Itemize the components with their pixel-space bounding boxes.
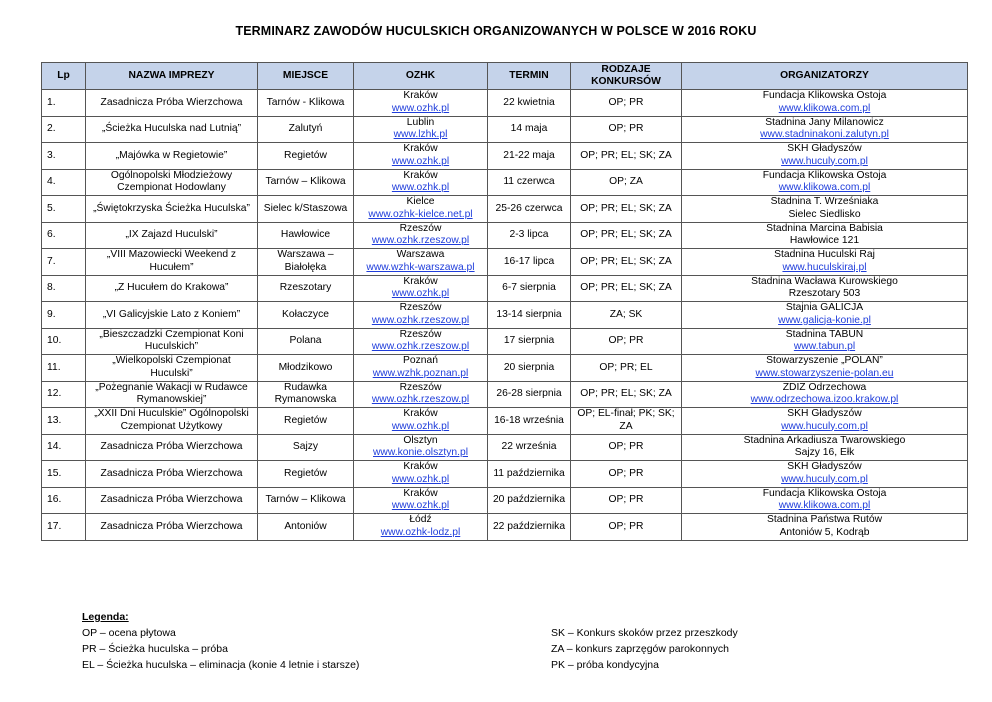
cell-rodzaje bbox=[571, 275, 682, 302]
ozhk-link[interactable]: www.ozhk.pl bbox=[391, 420, 450, 432]
cell-miejsce bbox=[258, 328, 354, 355]
cell-organizatorzy bbox=[682, 514, 968, 541]
cell-miejsce bbox=[258, 434, 354, 461]
ozhk-link[interactable]: www.ozhk.pl bbox=[391, 155, 450, 167]
cell-organizatorzy bbox=[682, 381, 968, 408]
legend-item: OP – ocena płytowa bbox=[82, 627, 176, 639]
ozhk-city: Lublin bbox=[406, 116, 435, 128]
ozhk-link[interactable]: www.ozhk-kielce.net.pl bbox=[368, 208, 473, 220]
cell-nazwa bbox=[86, 434, 258, 461]
table-row bbox=[42, 302, 968, 329]
place-line: Sajzy bbox=[292, 441, 319, 452]
cell-ozhk bbox=[354, 408, 488, 435]
cell-organizatorzy bbox=[682, 196, 968, 223]
place-line: Regietów bbox=[284, 149, 327, 161]
competition-types-line: ZA; SK bbox=[609, 308, 643, 320]
cell-lp: 14. bbox=[42, 434, 86, 461]
cell-rodzaje bbox=[571, 487, 682, 514]
event-name-line: „Pożegnanie Wakacji w Rudawce bbox=[95, 381, 248, 393]
ozhk-city: Poznań bbox=[403, 355, 438, 367]
cell-miejsce bbox=[258, 381, 354, 408]
ozhk-link[interactable]: www.ozhk.rzeszow.pl bbox=[371, 341, 470, 353]
cell-ozhk bbox=[354, 196, 488, 223]
cell-lp: 6. bbox=[42, 222, 86, 249]
cell-miejsce bbox=[258, 355, 354, 382]
event-name-line: „VI Galicyjskie Lato z Koniem” bbox=[102, 308, 241, 320]
competition-types-line: OP; PR bbox=[608, 467, 644, 479]
cell-termin: 11 czerwca bbox=[488, 169, 571, 196]
place-line: Rymanowska bbox=[274, 394, 337, 406]
cell-termin: 11 października bbox=[488, 461, 571, 488]
cell-nazwa bbox=[86, 408, 258, 435]
organizer-link[interactable]: www.stowarzyszenie-polan.eu bbox=[755, 367, 894, 379]
place-line: Regietów bbox=[284, 467, 327, 479]
cell-miejsce bbox=[258, 196, 354, 223]
competition-types-line: OP; PR; EL; SK; ZA bbox=[580, 255, 672, 267]
cell-nazwa bbox=[86, 90, 258, 117]
cell-termin: 22 września bbox=[488, 434, 571, 461]
cell-termin: 13-14 sierpnia bbox=[488, 302, 571, 329]
ozhk-link[interactable]: www.ozhk.pl bbox=[391, 182, 450, 194]
page-title: TERMINARZ ZAWODÓW HUCULSKICH ORGANIZOWANYCH W POLSCE W 2016 ROKU bbox=[235, 24, 757, 38]
organizer-name: SKH Gładyszów bbox=[787, 143, 862, 155]
cell-nazwa bbox=[86, 222, 258, 249]
cell-termin: 22 kwietnia bbox=[488, 90, 571, 117]
header-ozhk: OZHK bbox=[354, 63, 488, 90]
competition-types-line: OP; PR bbox=[608, 441, 644, 452]
cell-organizatorzy bbox=[682, 408, 968, 435]
legend-item: PK – próba kondycyjna bbox=[551, 659, 659, 671]
place-line: Regietów bbox=[284, 414, 327, 426]
cell-organizatorzy bbox=[682, 487, 968, 514]
organizer-name: Stadnina Państwa Rutów bbox=[766, 514, 883, 526]
cell-nazwa bbox=[86, 275, 258, 302]
cell-ozhk bbox=[354, 90, 488, 117]
event-name-line: Zasadnicza Próba Wierzchowa bbox=[100, 520, 243, 532]
event-name-line: Czempionat Hodowlany bbox=[117, 182, 226, 194]
ozhk-city: Kraków bbox=[403, 143, 438, 155]
cell-nazwa bbox=[86, 116, 258, 143]
legend-heading: Legenda: bbox=[82, 611, 129, 623]
organizer-link[interactable]: www.klikowa.com.pl bbox=[778, 102, 871, 114]
ozhk-city: Kraków bbox=[403, 487, 438, 499]
organizer-link[interactable]: www.huculy.com.pl bbox=[781, 473, 868, 485]
cell-miejsce bbox=[258, 116, 354, 143]
competition-types-line: OP; PR; EL; SK; ZA bbox=[580, 388, 672, 399]
cell-rodzaje bbox=[571, 222, 682, 249]
cell-lp: 3. bbox=[42, 143, 86, 170]
cell-ozhk bbox=[354, 116, 488, 143]
cell-lp: 9. bbox=[42, 302, 86, 329]
organizer-name: Stadnina Jany Milanowicz bbox=[765, 116, 884, 128]
cell-organizatorzy bbox=[682, 169, 968, 196]
cell-termin: 17 sierpnia bbox=[488, 328, 571, 355]
ozhk-city: Kraków bbox=[403, 90, 438, 102]
organizer-name: Stowarzyszenie „POLAN” bbox=[766, 355, 883, 367]
competition-types-line: ZA bbox=[619, 420, 633, 432]
cell-lp: 4. bbox=[42, 169, 86, 196]
place-line: Tarnów – Klikowa bbox=[265, 176, 346, 187]
header-nazwa: NAZWA IMPREZY bbox=[86, 63, 258, 90]
event-name-line: „Majówka w Regietowie” bbox=[115, 149, 228, 161]
organizer-address: Antoniów 5, Kodrąb bbox=[779, 526, 870, 538]
cell-lp: 7. bbox=[42, 249, 86, 276]
legend-item: SK – Konkurs skoków przez przeszkody bbox=[551, 627, 738, 639]
organizer-link[interactable]: www.tabun.pl bbox=[793, 341, 856, 353]
cell-miejsce bbox=[258, 408, 354, 435]
cell-lp: 17. bbox=[42, 514, 86, 541]
cell-lp: 10. bbox=[42, 328, 86, 355]
organizer-address: Sielec Siedlisko bbox=[788, 208, 861, 220]
place-line: Antoniów bbox=[284, 520, 327, 532]
ozhk-city: Kraków bbox=[403, 275, 438, 287]
event-name-line: Huculski” bbox=[150, 367, 193, 379]
table-row bbox=[42, 381, 968, 408]
table-row bbox=[42, 222, 968, 249]
ozhk-link[interactable]: www.wzhk-warszawa.pl bbox=[366, 261, 475, 273]
ozhk-link[interactable]: www.lzhk.pl bbox=[393, 129, 448, 141]
cell-termin: 6-7 sierpnia bbox=[488, 275, 571, 302]
cell-miejsce bbox=[258, 143, 354, 170]
organizer-name: Stadnina Marcina Babisia bbox=[766, 222, 883, 234]
table-row bbox=[42, 461, 968, 488]
cell-ozhk bbox=[354, 249, 488, 276]
organizer-name: Fundacja Klikowska Ostoja bbox=[762, 169, 887, 181]
cell-miejsce bbox=[258, 222, 354, 249]
cell-organizatorzy bbox=[682, 355, 968, 382]
place-line: Tarnów – Klikowa bbox=[265, 494, 346, 505]
event-name-line: „Ścieżka Huculska nad Lutnią” bbox=[101, 123, 242, 134]
cell-nazwa bbox=[86, 249, 258, 276]
cell-lp: 5. bbox=[42, 196, 86, 223]
competition-types-line: OP; PR; EL; SK; ZA bbox=[580, 202, 672, 214]
event-name-line: Hucułem” bbox=[149, 261, 194, 273]
organizer-link[interactable]: www.huculskiraj.pl bbox=[782, 261, 867, 273]
cell-organizatorzy bbox=[682, 275, 968, 302]
cell-nazwa bbox=[86, 328, 258, 355]
organizer-link[interactable]: www.odrzechowa.izoo.krakow.pl bbox=[750, 394, 899, 406]
organizer-name: Stadnina Wacława Kurowskiego bbox=[751, 275, 898, 287]
cell-rodzaje bbox=[571, 249, 682, 276]
place-line: Kołaczyce bbox=[282, 308, 329, 320]
cell-organizatorzy bbox=[682, 90, 968, 117]
cell-nazwa bbox=[86, 487, 258, 514]
organizer-name: Stadnina T. Wrześniaka bbox=[770, 196, 879, 208]
cell-organizatorzy bbox=[682, 222, 968, 249]
organizer-link[interactable]: www.klikowa.com.pl bbox=[778, 182, 871, 194]
legend-item: PR – Ścieżka huculska – próba bbox=[82, 643, 228, 655]
ozhk-city: Warszawa bbox=[396, 249, 445, 261]
cell-nazwa bbox=[86, 355, 258, 382]
event-name-line: Zasadnicza Próba Wierzchowa bbox=[100, 494, 243, 505]
header-miejsce: MIEJSCE bbox=[258, 63, 354, 90]
ozhk-city: Kielce bbox=[406, 196, 435, 208]
header-rodzaje: RODZAJE KONKURSÓW bbox=[571, 63, 682, 90]
cell-organizatorzy bbox=[682, 249, 968, 276]
event-name-line: „VIII Mazowiecki Weekend z bbox=[106, 249, 237, 261]
organizer-name: Fundacja Klikowska Ostoja bbox=[762, 487, 887, 499]
cell-organizatorzy bbox=[682, 143, 968, 170]
header-termin: TERMIN bbox=[488, 63, 571, 90]
ozhk-city: Rzeszów bbox=[399, 381, 442, 393]
place-line: Hawłowice bbox=[280, 229, 331, 240]
cell-rodzaje bbox=[571, 461, 682, 488]
cell-lp: 16. bbox=[42, 487, 86, 514]
ozhk-link[interactable]: www.ozhk.pl bbox=[391, 473, 450, 485]
ozhk-link[interactable]: www.ozhk.rzeszow.pl bbox=[371, 394, 470, 406]
organizer-name: Stadnina Huculski Raj bbox=[774, 249, 875, 261]
competition-types-line: OP; PR bbox=[608, 123, 644, 134]
ozhk-city: Rzeszów bbox=[399, 328, 442, 340]
competition-types-line: OP; PR; EL; SK; ZA bbox=[580, 282, 672, 293]
organizer-link[interactable]: www.stadninakoni.zalutyn.pl bbox=[760, 129, 889, 141]
ozhk-link[interactable]: www.konie.olsztyn.pl bbox=[373, 447, 468, 459]
cell-organizatorzy bbox=[682, 461, 968, 488]
cell-miejsce bbox=[258, 487, 354, 514]
cell-miejsce bbox=[258, 169, 354, 196]
cell-lp: 8. bbox=[42, 275, 86, 302]
ozhk-city: Kraków bbox=[403, 169, 438, 181]
legend-right bbox=[551, 625, 738, 673]
legend-item: EL – Ścieżka huculska – eliminacja (konie 4 letnie i starsze) bbox=[82, 659, 360, 671]
event-name-line: Zasadnicza Próba Wierzchowa bbox=[100, 441, 243, 452]
table-row bbox=[42, 169, 968, 196]
competition-types-line: OP; PR bbox=[608, 96, 644, 108]
table-row bbox=[42, 249, 968, 276]
table-row bbox=[42, 328, 968, 355]
cell-ozhk bbox=[354, 169, 488, 196]
cell-organizatorzy bbox=[682, 434, 968, 461]
cell-rodzaje bbox=[571, 408, 682, 435]
cell-miejsce bbox=[258, 302, 354, 329]
event-name-line: „IX Zajazd Huculski” bbox=[125, 229, 218, 240]
cell-ozhk bbox=[354, 275, 488, 302]
event-name-line: Zasadnicza Próba Wierzchowa bbox=[100, 467, 243, 479]
event-name-line: Huculskich” bbox=[144, 341, 199, 353]
ozhk-link[interactable]: www.ozhk.rzeszow.pl bbox=[371, 314, 470, 326]
competition-types-line: OP; PR bbox=[608, 520, 644, 532]
place-line: Rudawka bbox=[284, 381, 327, 393]
cell-ozhk bbox=[354, 302, 488, 329]
table-row bbox=[42, 90, 968, 117]
header-lp: Lp bbox=[42, 63, 86, 90]
organizer-name: SKH Gładyszów bbox=[787, 408, 862, 420]
event-name-line: „XXII Dni Huculskie” Ogólnopolski bbox=[94, 408, 249, 420]
cell-rodzaje bbox=[571, 381, 682, 408]
event-name-line: „Wielkopolski Czempionat bbox=[112, 355, 231, 367]
organizer-address: Hawłowice 121 bbox=[789, 235, 860, 247]
cell-lp: 11. bbox=[42, 355, 86, 382]
table-row bbox=[42, 275, 968, 302]
cell-termin: 20 października bbox=[488, 487, 571, 514]
cell-rodzaje bbox=[571, 90, 682, 117]
cell-organizatorzy bbox=[682, 116, 968, 143]
schedule-table bbox=[41, 62, 968, 541]
organizer-name: ZDIZ Odrzechowa bbox=[782, 381, 867, 393]
table-row bbox=[42, 116, 968, 143]
ozhk-city: Łódź bbox=[409, 514, 432, 526]
cell-rodzaje bbox=[571, 302, 682, 329]
competition-types-line: OP; PR bbox=[608, 335, 644, 346]
cell-rodzaje bbox=[571, 355, 682, 382]
cell-miejsce bbox=[258, 461, 354, 488]
cell-miejsce bbox=[258, 249, 354, 276]
cell-nazwa bbox=[86, 196, 258, 223]
place-line: Sielec k/Staszowa bbox=[263, 202, 348, 214]
table-row bbox=[42, 196, 968, 223]
cell-rodzaje bbox=[571, 169, 682, 196]
cell-ozhk bbox=[354, 514, 488, 541]
competition-types-line: OP; PR; EL; SK; ZA bbox=[580, 149, 672, 161]
place-line: Zalutyń bbox=[288, 123, 323, 134]
cell-rodzaje bbox=[571, 196, 682, 223]
cell-nazwa bbox=[86, 514, 258, 541]
place-line: Polana bbox=[289, 335, 322, 346]
place-line: Warszawa – bbox=[277, 249, 334, 261]
cell-termin: 2-3 lipca bbox=[488, 222, 571, 249]
event-name-line: „Świętokrzyska Ścieżka Huculska” bbox=[93, 202, 250, 214]
cell-lp: 13. bbox=[42, 408, 86, 435]
event-name-line: „Bieszczadzki Czempionat Koni bbox=[99, 328, 244, 340]
cell-rodzaje bbox=[571, 434, 682, 461]
cell-rodzaje bbox=[571, 328, 682, 355]
organizer-name: Fundacja Klikowska Ostoja bbox=[762, 90, 887, 102]
ozhk-city: Kraków bbox=[403, 461, 438, 473]
place-line: Rzeszotary bbox=[279, 282, 332, 293]
cell-termin: 16-18 września bbox=[488, 408, 571, 435]
cell-ozhk bbox=[354, 461, 488, 488]
cell-termin: 20 sierpnia bbox=[488, 355, 571, 382]
legend-left bbox=[82, 609, 359, 673]
table-row bbox=[42, 434, 968, 461]
ozhk-link[interactable]: www.ozhk.pl bbox=[391, 288, 450, 300]
cell-termin: 25-26 czerwca bbox=[488, 196, 571, 223]
event-name-line: Rymanowskiej” bbox=[136, 394, 207, 406]
event-name-line: Czempionat Użytkowy bbox=[120, 420, 223, 432]
cell-organizatorzy bbox=[682, 328, 968, 355]
competition-types-line: OP; PR; EL bbox=[599, 361, 653, 373]
cell-rodzaje bbox=[571, 143, 682, 170]
cell-ozhk bbox=[354, 222, 488, 249]
cell-nazwa bbox=[86, 381, 258, 408]
ozhk-city: Rzeszów bbox=[399, 302, 442, 314]
cell-rodzaje bbox=[571, 514, 682, 541]
cell-nazwa bbox=[86, 143, 258, 170]
legend-item: ZA – konkurs zaprzęgów parokonnych bbox=[551, 643, 730, 655]
cell-miejsce bbox=[258, 275, 354, 302]
ozhk-link[interactable]: www.wzhk.poznan.pl bbox=[372, 367, 469, 379]
ozhk-link[interactable]: www.ozhk.pl bbox=[391, 500, 450, 512]
event-name-line: „Z Hucułem do Krakowa” bbox=[114, 282, 229, 293]
cell-ozhk bbox=[354, 381, 488, 408]
cell-lp: 2. bbox=[42, 116, 86, 143]
organizer-name: Stadnina TABUN bbox=[785, 328, 864, 340]
place-line: Młodzikowo bbox=[278, 361, 333, 373]
cell-ozhk bbox=[354, 434, 488, 461]
cell-miejsce bbox=[258, 90, 354, 117]
organizer-address: Rzeszotary 503 bbox=[788, 288, 861, 300]
table-header-row bbox=[42, 63, 968, 90]
cell-termin: 21-22 maja bbox=[488, 143, 571, 170]
place-line: Tarnów - Klikowa bbox=[266, 96, 345, 108]
cell-miejsce bbox=[258, 514, 354, 541]
header-organizatorzy: ORGANIZATORZY bbox=[682, 63, 968, 90]
table-row bbox=[42, 355, 968, 382]
cell-termin: 26-28 sierpnia bbox=[488, 381, 571, 408]
ozhk-link[interactable]: www.ozhk.rzeszow.pl bbox=[371, 235, 470, 247]
cell-lp: 15. bbox=[42, 461, 86, 488]
organizer-link[interactable]: www.huculy.com.pl bbox=[781, 420, 868, 432]
competition-types-line: OP; PR; EL; SK; ZA bbox=[580, 229, 672, 240]
cell-organizatorzy bbox=[682, 302, 968, 329]
organizer-address: Sajzy 16, Ełk bbox=[794, 447, 855, 459]
table-row bbox=[42, 514, 968, 541]
cell-rodzaje bbox=[571, 116, 682, 143]
competition-types-line: OP; EL-finał; PK; SK; bbox=[577, 408, 675, 420]
event-name-line: Zasadnicza Próba Wierzchowa bbox=[100, 96, 243, 108]
ozhk-city: Rzeszów bbox=[399, 222, 442, 234]
cell-ozhk bbox=[354, 328, 488, 355]
cell-nazwa bbox=[86, 302, 258, 329]
cell-termin: 14 maja bbox=[488, 116, 571, 143]
ozhk-link[interactable]: www.ozhk.pl bbox=[391, 102, 450, 114]
organizer-name: Stadnina Arkadiusza Twarowskiego bbox=[743, 434, 906, 446]
cell-nazwa bbox=[86, 169, 258, 196]
table-row bbox=[42, 408, 968, 435]
cell-ozhk bbox=[354, 487, 488, 514]
competition-types-line: OP; ZA bbox=[609, 176, 643, 187]
organizer-name: Stajnia GALICJA bbox=[785, 302, 864, 314]
competition-types-line: OP; PR bbox=[608, 494, 644, 505]
table-row bbox=[42, 143, 968, 170]
ozhk-city: Kraków bbox=[403, 408, 438, 420]
cell-termin: 22 października bbox=[488, 514, 571, 541]
cell-ozhk bbox=[354, 355, 488, 382]
table-row bbox=[42, 487, 968, 514]
organizer-link[interactable]: www.galicja-konie.pl bbox=[778, 314, 871, 326]
organizer-link[interactable]: www.klikowa.com.pl bbox=[778, 500, 871, 512]
event-name-line: Ogólnopolski Młodzieżowy bbox=[110, 169, 233, 181]
organizer-link[interactable]: www.huculy.com.pl bbox=[781, 155, 868, 167]
cell-lp: 12. bbox=[42, 381, 86, 408]
ozhk-city: Olsztyn bbox=[403, 434, 438, 446]
cell-ozhk bbox=[354, 143, 488, 170]
cell-termin: 16-17 lipca bbox=[488, 249, 571, 276]
place-line: Białołęka bbox=[284, 261, 327, 273]
organizer-name: SKH Gładyszów bbox=[787, 461, 862, 473]
cell-nazwa bbox=[86, 461, 258, 488]
ozhk-link[interactable]: www.ozhk-lodz.pl bbox=[380, 526, 461, 538]
cell-lp: 1. bbox=[42, 90, 86, 117]
